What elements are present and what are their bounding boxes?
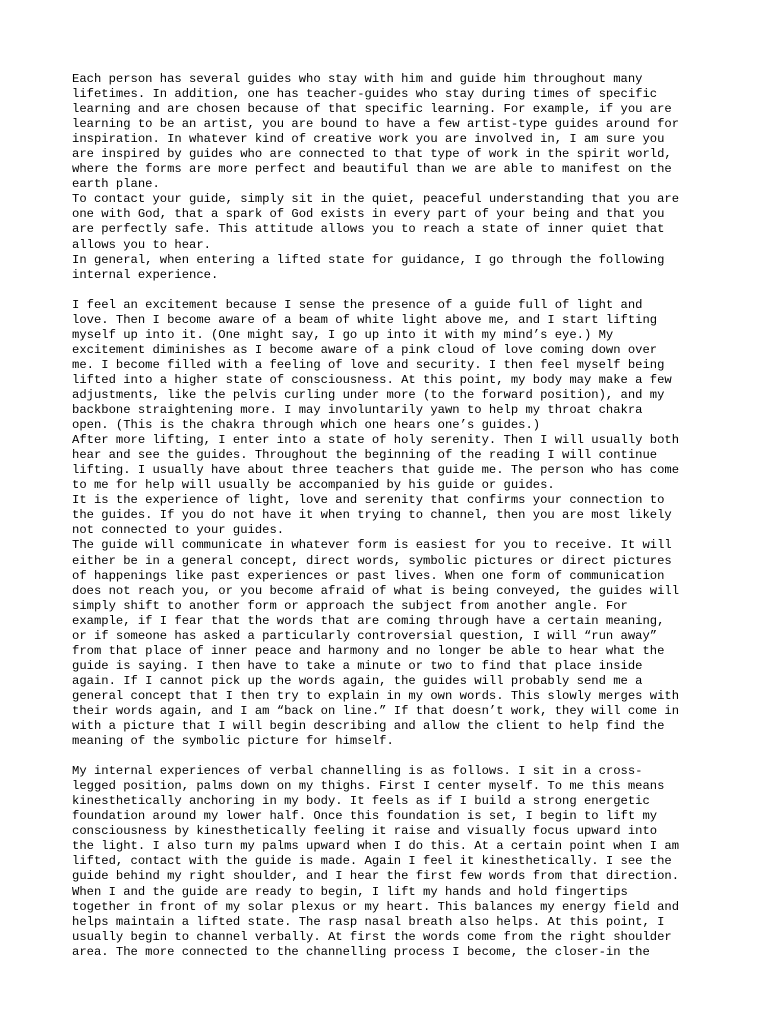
text-line: To contact your guide, simply sit in the quiet, peaceful understanding that you are bbox=[72, 192, 680, 207]
text-line: myself up into it. (One might say, I go up into it with my mind’s eye.) My bbox=[72, 327, 614, 342]
text-line: inspiration. In whatever kind of creative work you are involved in, I am sure you bbox=[72, 132, 665, 147]
paragraph bbox=[72, 493, 692, 538]
text-line: together in front of my solar plexus or my heart. This balances my energy field and bbox=[72, 899, 680, 914]
text-line: legged position, palms down on my thighs. First I center myself. To me this means bbox=[72, 779, 665, 794]
text-line: allows you to hear. bbox=[72, 237, 211, 252]
text-line: learning to be an artist, you are bound to have a few artist-type guides around for bbox=[72, 117, 680, 132]
paragraph bbox=[72, 538, 692, 749]
text-line: with a picture that I will begin describing and allow the client to help find the bbox=[72, 719, 665, 734]
text-line: backbone straightening more. I may involuntarily yawn to help my throat chakra bbox=[72, 403, 643, 418]
paragraph bbox=[72, 298, 692, 433]
text-line: love. Then I become aware of a beam of white light above me, and I start lifting bbox=[72, 312, 658, 327]
text-line: not connected to your guides. bbox=[72, 523, 285, 538]
text-line: guide behind my right shoulder, and I hear the first few words from that direction. bbox=[72, 869, 680, 884]
text-line: general concept that I then try to explain in my own words. This slowly merges with bbox=[72, 688, 680, 703]
text-line: helps maintain a lifted state. The rasp nasal breath also helps. At this point, I bbox=[72, 914, 665, 929]
paragraph bbox=[72, 72, 692, 192]
text-line: lifted, contact with the guide is made. Again I feel it kinesthetically. I see the bbox=[72, 854, 672, 869]
text-line: foundation around my lower half. Once this foundation is set, I begin to lift my bbox=[72, 809, 658, 824]
text-line: It is the experience of light, love and serenity that confirms your connection to bbox=[72, 493, 665, 508]
text-line: kinesthetically anchoring in my body. It feels as if I build a strong energetic bbox=[72, 794, 650, 809]
text-line: I feel an excitement because I sense the presence of a guide full of light and bbox=[72, 297, 643, 312]
text-line: When I and the guide are ready to begin, I lift my hands and hold fingertips bbox=[72, 884, 628, 899]
text-line: earth plane. bbox=[72, 177, 160, 192]
text-line: After more lifting, I enter into a state of holy serenity. Then I will usually both bbox=[72, 433, 680, 448]
document-page bbox=[72, 72, 692, 960]
text-line: does not reach you, or you become afraid of what is being conveyed, the guides will bbox=[72, 583, 680, 598]
text-line: simply shift to another form or approach the subject from another angle. For bbox=[72, 598, 628, 613]
paragraph bbox=[72, 764, 692, 960]
text-line: internal experience. bbox=[72, 267, 219, 282]
paragraph bbox=[72, 192, 692, 252]
text-line: where the forms are more perfect and beautiful than we are able to manifest on the bbox=[72, 162, 672, 177]
text-line: example, if I fear that the words that are coming through have a certain meaning, bbox=[72, 613, 665, 628]
text-line: me. I become filled with a feeling of love and security. I then feel myself being bbox=[72, 357, 665, 372]
text-line: or if someone has asked a particularly controversial question, I will “run away” bbox=[72, 628, 658, 643]
text-line: area. The more connected to the channelling process I become, the closer-in the bbox=[72, 944, 650, 959]
text-line: the guides. If you do not have it when trying to channel, then you are most likely bbox=[72, 508, 672, 523]
text-line: consciousness by kinesthetically feeling it raise and visually focus upward into bbox=[72, 824, 658, 839]
text-line: lifting. I usually have about three teachers that guide me. The person who has come bbox=[72, 463, 680, 478]
paragraph-gap bbox=[72, 749, 692, 764]
text-line: The guide will communicate in whatever form is easiest for you to receive. It will bbox=[72, 538, 672, 553]
text-line: to me for help will usually be accompanied by his guide or guides. bbox=[72, 478, 555, 493]
text-line: their words again, and I am “back on line.” If that doesn’t work, they will come in bbox=[72, 703, 680, 718]
text-line: learning and are chosen because of that specific learning. For example, if you are bbox=[72, 102, 672, 117]
text-line: hear and see the guides. Throughout the beginning of the reading I will continue bbox=[72, 448, 658, 463]
text-line: again. If I cannot pick up the words again, the guides will probably send me a bbox=[72, 673, 643, 688]
paragraph bbox=[72, 253, 692, 283]
text-line: are perfectly safe. This attitude allows you to reach a state of inner quiet that bbox=[72, 222, 665, 237]
text-line: one with God, that a spark of God exists in every part of your being and that you bbox=[72, 207, 665, 222]
text-line: guide is saying. I then have to take a minute or two to find that place inside bbox=[72, 658, 643, 673]
paragraph bbox=[72, 433, 692, 493]
text-line: adjustments, like the pelvis curling under more (to the forward position), and my bbox=[72, 387, 665, 402]
text-line: usually begin to channel verbally. At first the words come from the right shoulder bbox=[72, 929, 672, 944]
text-line: lifted into a higher state of consciousness. At this point, my body may make a few bbox=[72, 372, 672, 387]
text-line: either be in a general concept, direct words, symbolic pictures or direct pictures bbox=[72, 553, 672, 568]
text-line: the light. I also turn my palms upward when I do this. At a certain point when I am bbox=[72, 839, 680, 854]
text-line: from that place of inner peace and harmony and no longer be able to hear what the bbox=[72, 643, 665, 658]
text-line: My internal experiences of verbal channelling is as follows. I sit in a cross- bbox=[72, 764, 643, 779]
text-line: In general, when entering a lifted state for guidance, I go through the following bbox=[72, 252, 665, 267]
text-line: open. (This is the chakra through which one hears one’s guides.) bbox=[72, 418, 541, 433]
text-line: of happenings like past experiences or past lives. When one form of communication bbox=[72, 568, 665, 583]
paragraph-gap bbox=[72, 283, 692, 298]
text-line: excitement diminishes as I become aware of a pink cloud of love coming down over bbox=[72, 342, 658, 357]
text-line: meaning of the symbolic picture for himself. bbox=[72, 734, 394, 749]
text-line: are inspired by guides who are connected to that type of work in the spirit world, bbox=[72, 147, 672, 162]
text-line: lifetimes. In addition, one has teacher-guides who stay during times of specific bbox=[72, 87, 658, 102]
text-line: Each person has several guides who stay with him and guide him throughout many bbox=[72, 72, 643, 86]
